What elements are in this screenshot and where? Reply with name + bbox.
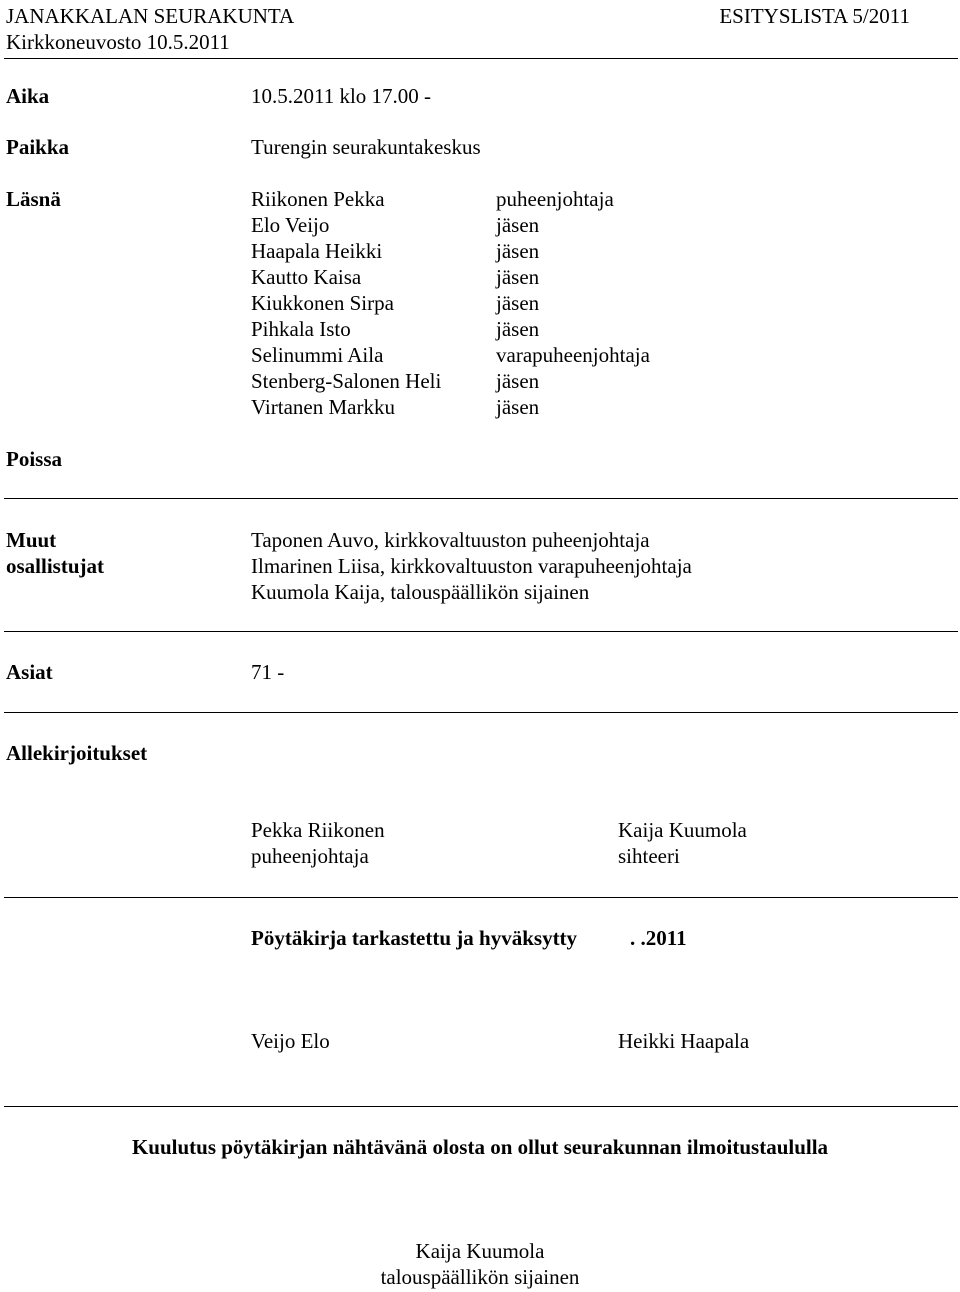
member-name: Haapala Heikki [251, 239, 383, 263]
signer-right-title: sihteeri [618, 844, 680, 868]
member-name: Virtanen Markku [251, 395, 395, 419]
signer-right-name: Kaija Kuumola [618, 818, 747, 842]
asiat-label: Asiat [6, 660, 53, 684]
header-org: JANAKKALAN SEURAKUNTA [6, 4, 295, 28]
member-name: Kautto Kaisa [251, 265, 362, 289]
section-divider [4, 712, 958, 713]
section-divider [4, 897, 958, 898]
header-meeting-body: Kirkkoneuvosto 10.5.2011 [6, 30, 230, 54]
member-role: jäsen [496, 395, 540, 419]
signer-left-title: puheenjohtaja [251, 844, 369, 868]
member-name: Kiukkonen Sirpa [251, 291, 394, 315]
tarkastaja-right-name: Heikki Haapala [618, 1029, 750, 1053]
member-name: Riikonen Pekka [251, 187, 385, 211]
tarkastaja-left-name: Veijo Elo [251, 1029, 330, 1053]
member-role: jäsen [496, 291, 540, 315]
member-name: Selinummi Aila [251, 343, 384, 367]
member-role: jäsen [496, 369, 540, 393]
muut-participant: Kuumola Kaija, talouspäällikön sijainen [251, 580, 590, 604]
asiat-value: 71 - [251, 660, 285, 684]
muut-label-line2: osallistujat [6, 554, 105, 578]
muut-participant: Ilmarinen Liisa, kirkkovaltuuston varapuheenjohtaja [251, 554, 692, 578]
section-divider [4, 498, 958, 499]
kuulutus-signer-name: Kaija Kuumola [415, 1239, 545, 1263]
kuulutus-text: Kuulutus pöytäkirjan nähtävänä olosta on ollut seurakunnan ilmoitustaululla [131, 1135, 829, 1159]
member-name: Elo Veijo [251, 213, 330, 237]
header-doc-number: ESITYSLISTA 5/2011 [719, 4, 910, 28]
muut-participant: Taponen Auvo, kirkkovaltuuston puheenjohtaja [251, 528, 650, 552]
member-role: jäsen [496, 213, 540, 237]
paikka-value: Turengin seurakuntakeskus [251, 135, 481, 159]
member-role: jäsen [496, 265, 540, 289]
tarkastus-date: . .2011 [630, 926, 687, 950]
tarkastus-text: Pöytäkirja tarkastettu ja hyväksytty [251, 926, 578, 950]
section-divider [4, 631, 958, 632]
member-role: puheenjohtaja [496, 187, 614, 211]
muut-label-line1: Muut [6, 528, 57, 552]
lasna-label: Läsnä [6, 187, 61, 211]
aika-label: Aika [6, 84, 50, 108]
kuulutus-signer-title: talouspäällikön sijainen [380, 1265, 580, 1289]
signer-left-name: Pekka Riikonen [251, 818, 385, 842]
member-name: Stenberg-Salonen Heli [251, 369, 442, 393]
header-divider [4, 58, 958, 59]
member-role: varapuheenjohtaja [496, 343, 650, 367]
aika-value: 10.5.2011 klo 17.00 - [251, 84, 432, 108]
member-role: jäsen [496, 317, 540, 341]
member-name: Pihkala Isto [251, 317, 351, 341]
poissa-label: Poissa [6, 447, 63, 471]
allekirjoitukset-label: Allekirjoitukset [6, 741, 148, 765]
section-divider [4, 1106, 958, 1107]
member-role: jäsen [496, 239, 540, 263]
paikka-label: Paikka [6, 135, 70, 159]
